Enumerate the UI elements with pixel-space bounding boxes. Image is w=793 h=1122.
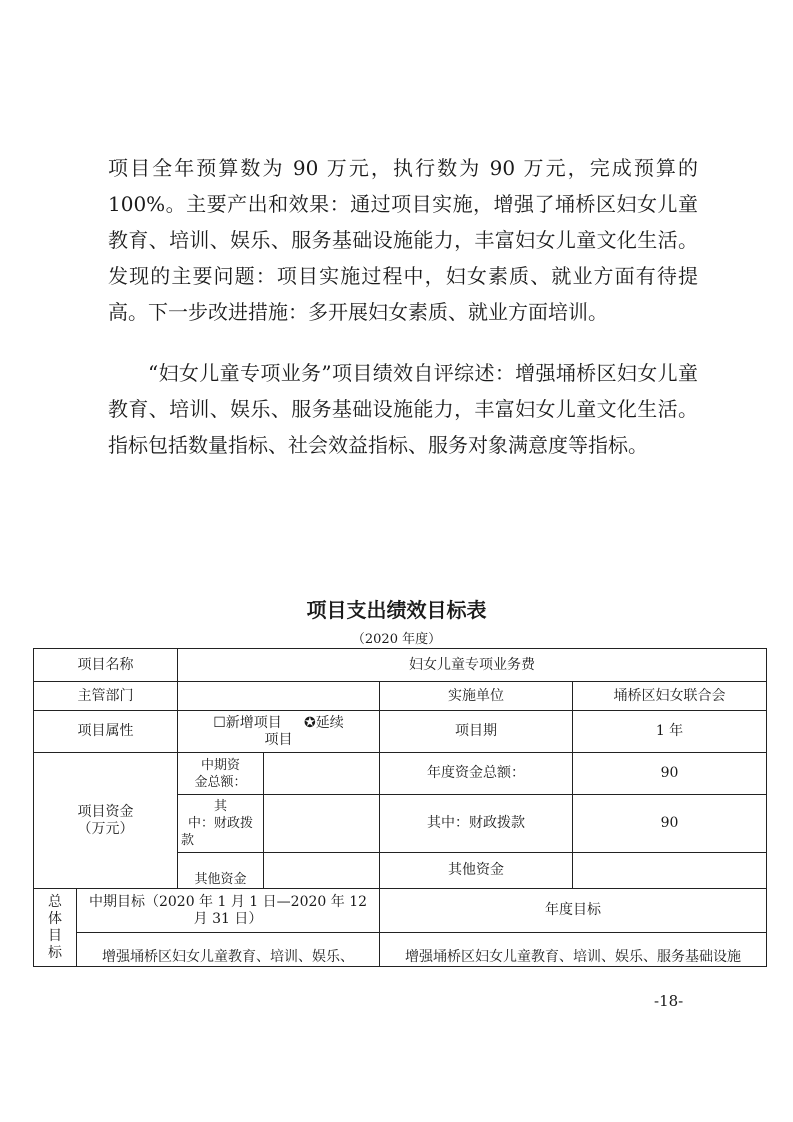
mid-total-value	[264, 753, 380, 795]
table-row	[34, 711, 767, 753]
body-paragraph-budget: 项目全年预算数为 90 万元，执行数为 90 万元，完成预算的 100%。主要产出和效果：通过项目实施，增强了埇桥区妇女儿童教育、培训、娱乐、服务基础设施能力，丰富妇女儿童文化生活。发现的主要问题：项目实施过程中，妇女素质、就业方面有待提高。下一步改进措施：多开展妇女素质、就业方面培训。	[108, 156, 698, 324]
attr-continue-label: 延续	[315, 714, 344, 731]
mid-total-label	[178, 753, 264, 795]
funds-label	[34, 753, 178, 889]
dept-value	[178, 682, 380, 711]
funds-label-line2: （万元）	[77, 820, 134, 837]
impl-unit-label: 实施单位	[380, 682, 573, 711]
table-row	[34, 889, 767, 933]
dept-label: 主管部门	[34, 682, 178, 711]
attr-new-label: 新增项目	[225, 714, 282, 731]
table-row	[34, 649, 767, 682]
mid-goal-header-line2: 月 31 日）	[193, 910, 263, 927]
annual-total-value: 90	[573, 753, 767, 795]
annual-other-value	[573, 853, 767, 889]
overall-goal-label	[34, 889, 77, 967]
mid-fiscal-label	[178, 795, 264, 853]
annual-other-label: 其他资金	[380, 853, 573, 889]
impl-unit-value: 埇桥区妇女联合会	[573, 682, 767, 711]
overall-goal-char: 目	[48, 927, 62, 944]
annual-fiscal-label: 其中：财政拨款	[380, 795, 573, 853]
period-label: 项目期	[380, 711, 573, 753]
mid-fiscal-value	[264, 795, 380, 853]
annual-fiscal-value: 90	[573, 795, 767, 853]
mid-goal-header-line1: 中期目标（2020 年 1 月 1 日—2020 年 12	[88, 893, 368, 910]
mid-goal-text: 增强埇桥区妇女儿童教育、培训、娱乐、	[77, 933, 380, 967]
page-number: -18-	[654, 992, 684, 1010]
overall-goal-char: 体	[48, 910, 62, 927]
annual-goal-text: 增强埇桥区妇女儿童教育、培训、娱乐、服务基础设施	[380, 933, 767, 967]
body-paragraph-summary: “妇女儿童专项业务”项目绩效自评综述：增强埇桥区妇女儿童教育、培训、娱乐、服务基础设施能力，丰富妇女儿童文化生活。指标包括数量指标、社会效益指标、服务对象满意度等指标。	[108, 361, 698, 457]
attr-label: 项目属性	[34, 711, 178, 753]
annual-goal-header: 年度目标	[380, 889, 767, 933]
mid-fiscal-label-line1: 其	[213, 799, 227, 814]
overall-goal-char: 总	[48, 893, 62, 910]
mid-fiscal-label-line2: 中：财政拨	[187, 816, 253, 831]
selected-mark-icon: ✪	[304, 714, 316, 731]
table-row	[34, 753, 767, 795]
table-row	[34, 933, 767, 967]
table-row	[34, 682, 767, 711]
table-title: 项目支出绩效目标表	[306, 598, 487, 622]
mid-goal-header	[77, 889, 380, 933]
performance-goal-table	[33, 648, 767, 967]
table-year: （2020 年度）	[351, 632, 442, 647]
annual-total-label: 年度资金总额：	[380, 753, 573, 795]
mid-total-label-line2: 金总额：	[194, 774, 247, 790]
overall-goal-char: 标	[48, 944, 62, 961]
funds-label-line1: 项目资金	[77, 803, 134, 820]
checkbox-unchecked-icon: ☐	[213, 714, 226, 731]
mid-other-label: 其他资金	[178, 853, 264, 889]
mid-total-label-line1: 中期资	[200, 757, 240, 773]
period-value: 1 年	[573, 711, 767, 753]
mid-fiscal-label-line3: 款	[181, 833, 195, 848]
mid-other-value	[264, 853, 380, 889]
project-name-value: 妇女儿童专项业务费	[178, 649, 767, 682]
attr-continue-label-2: 项目	[264, 731, 293, 748]
attr-value	[178, 711, 380, 753]
project-name-label: 项目名称	[34, 649, 178, 682]
